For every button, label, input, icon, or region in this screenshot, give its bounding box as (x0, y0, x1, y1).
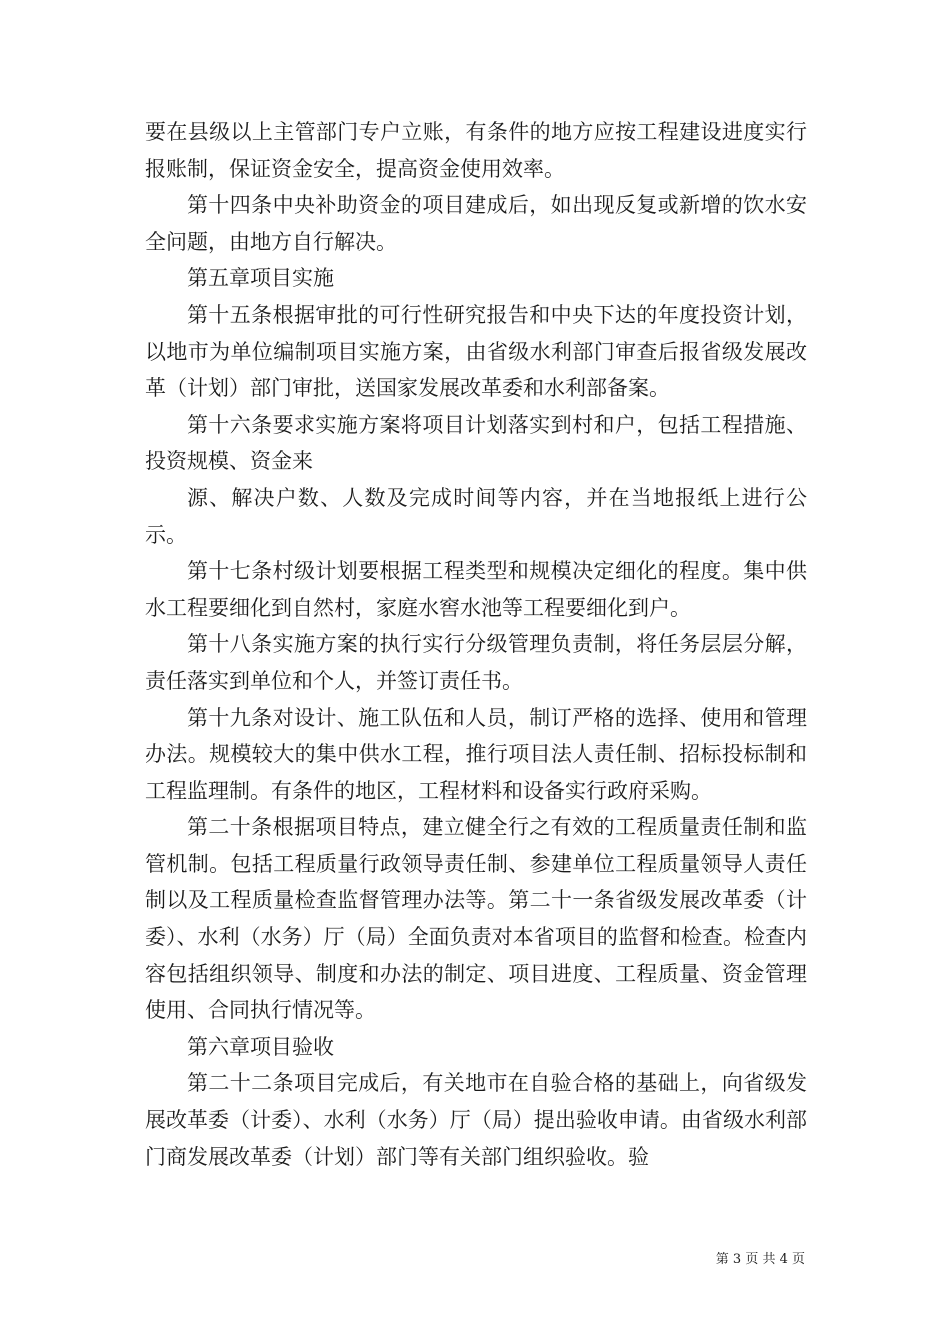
paragraph: 第十六条要求实施方案将项目计划落实到村和户，包括工程措施、投资规模、资金来 (145, 412, 807, 474)
paragraph: 第十四条中央补助资金的项目建成后，如出现反复或新增的饮水安全问题，由地方自行解决。 (145, 193, 807, 254)
paragraph: 源、解决户数、人数及完成时间等内容，并在当地报纸上进行公示。 (145, 485, 807, 547)
paragraph: 第十八条实施方案的执行实行分级管理负责制，将任务层层分解，责任落实到单位和个人，并签订责任书。 (145, 632, 807, 693)
document-body (145, 114, 807, 1175)
page-number: 第 3 页 共 4 页 (715, 1252, 805, 1267)
paragraph: 第二十条根据项目特点，建立健全行之有效的工程质量责任制和监管机制。包括工程质量行政领导责任制、参建单位工程质量领导人责任制以及工程质量检查监督管理办法等。第二十一条省级发展改革委（计委）、水利（水务）厅（局）全面负责对本省项目的监督和检查。检查内容包括组织领导、制度和办法的制定、项目进度、工程质量、资金管理使用、合同执行情况等。 (145, 815, 807, 1023)
paragraph: 第二十二条项目完成后，有关地市在自验合格的基础上，向省级发展改革委（计委）、水利（水务）厅（局）提出验收申请。由省级水利部门商发展改革委（计划）部门等有关部门组织验收。验 (145, 1071, 807, 1169)
paragraph: 第十五条根据审批的可行性研究报告和中央下达的年度投资计划，以地市为单位编制项目实施方案，由省级水利部门审查后报省级发展改革（计划）部门审批，送国家发展改革委和水利部备案。 (145, 302, 807, 401)
paragraph: 第十七条村级计划要根据工程类型和规模决定细化的程度。集中供水工程要细化到自然村，家庭水窖水池等工程要细化到户。 (145, 559, 807, 620)
chapter-heading: 第六章项目验收 (187, 1034, 334, 1059)
chapter-heading: 第五章项目实施 (187, 266, 334, 291)
paragraph: 要在县级以上主管部门专户立账，有条件的地方应按工程建设进度实行报账制，保证资金安全，提高资金使用效率。 (145, 120, 807, 181)
paragraph: 第十九条对设计、施工队伍和人员，制订严格的选择、使用和管理办法。规模较大的集中供水工程，推行项目法人责任制、招标投标制和工程监理制。有条件的地区，工程材料和设备实行政府采购。 (145, 705, 807, 803)
